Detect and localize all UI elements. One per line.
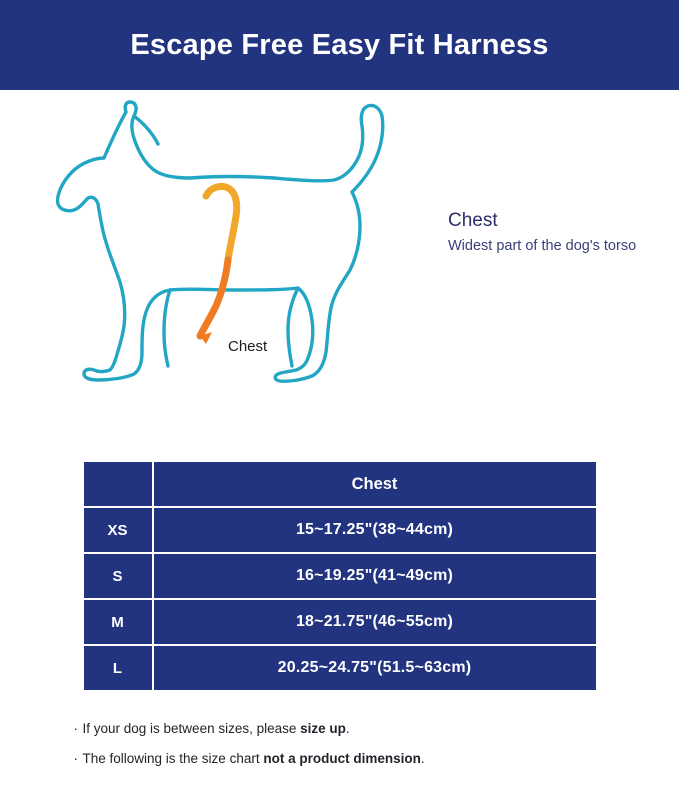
footnote-2 <box>74 750 620 768</box>
footnote-2-text-after: . <box>420 750 425 766</box>
footnotes <box>60 720 620 767</box>
row-chest-m: 18~21.75"(46~55cm) <box>154 600 596 644</box>
chest-measure-arrow-icon <box>30 100 430 420</box>
illustration-section <box>0 90 679 460</box>
footnote-2-text-before: The following is the size chart <box>82 750 264 766</box>
row-size-xs: XS <box>84 508 152 552</box>
page-header <box>0 0 679 90</box>
footnote-2-bold: not a product dimension <box>263 750 421 766</box>
table-row <box>84 508 596 552</box>
row-size-s: S <box>84 554 152 598</box>
bullet-icon: · <box>73 750 78 766</box>
callout-description: Widest part of the dog's torso <box>448 238 637 254</box>
footnote-1-text-before: If your dog is between sizes, please <box>82 721 301 736</box>
table-header-chest: Chest <box>154 462 596 506</box>
callout-title: Chest <box>448 210 498 231</box>
bullet-icon: · <box>73 721 78 736</box>
size-chart-table <box>82 460 598 692</box>
table-header-row <box>84 462 596 506</box>
table-row <box>84 600 596 644</box>
chest-callout <box>448 210 648 256</box>
row-chest-s: 16~19.25"(41~49cm) <box>154 554 596 598</box>
table-row <box>84 554 596 598</box>
size-chart-table-wrapper <box>82 460 598 692</box>
row-size-l: L <box>84 646 152 690</box>
chest-inline-label: Chest <box>228 338 268 355</box>
row-chest-xs: 15~17.25"(38~44cm) <box>154 508 596 552</box>
row-size-m: M <box>84 600 152 644</box>
footnote-1-text-after: . <box>345 721 350 736</box>
footnote-1-bold: size up <box>300 721 346 736</box>
table-row <box>84 646 596 690</box>
row-chest-l: 20.25~24.75"(51.5~63cm) <box>154 646 596 690</box>
footnote-1 <box>74 720 620 738</box>
page-title: Escape Free Easy Fit Harness <box>130 28 549 61</box>
table-corner-cell <box>84 462 152 506</box>
